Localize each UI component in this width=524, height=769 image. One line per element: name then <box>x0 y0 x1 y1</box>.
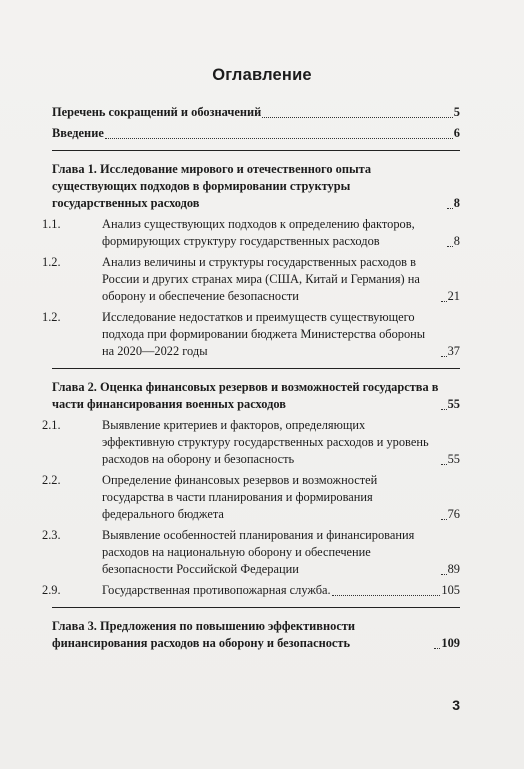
toc-page-number: 8 <box>453 196 460 210</box>
section-number: 2.1. <box>42 418 61 432</box>
toc-entry-text: Глава 1. Исследование мирового и отечественного опыта существующих подходов в формировании структуры государственных расходов <box>52 162 372 210</box>
page-number-footer: 3 <box>452 697 460 713</box>
section-number: 2.3. <box>42 528 61 542</box>
dot-leader <box>441 355 447 357</box>
toc-entry-text: Выявление особенностей планирования и финансирования расходов на национальную оборону и обеспечение безопасности Российской Федерации <box>102 528 415 576</box>
toc-page-number: 55 <box>447 452 460 466</box>
toc-page-number: 5 <box>453 105 460 119</box>
toc-entry-section-1-2b[interactable] <box>42 309 460 360</box>
toc-page-number: 105 <box>441 583 460 597</box>
dot-leader <box>447 245 453 247</box>
section-number: 1.1. <box>42 217 61 231</box>
dot-leader <box>332 594 441 596</box>
toc-entry-section-2-1[interactable] <box>42 417 460 468</box>
section-number: 2.9. <box>42 583 61 597</box>
dot-leader <box>105 137 453 139</box>
toc-page-number: 76 <box>447 507 460 521</box>
toc-entry-text: Государственная противопожарная служба. <box>102 583 331 597</box>
toc-entry-text: Перечень сокращений и обозначений <box>52 105 262 119</box>
section-number: 1.2. <box>42 310 61 324</box>
toc-entry-chapter-1[interactable] <box>52 161 460 212</box>
toc-page-number: 109 <box>441 636 460 650</box>
section-divider <box>52 368 460 369</box>
toc-entry-text: Анализ существующих подходов к определению факторов, формирующих структуру государственных расходов <box>102 217 415 248</box>
dot-leader <box>434 647 440 649</box>
toc-entry-introduction[interactable] <box>52 125 460 142</box>
dot-leader <box>441 408 447 410</box>
section-number: 1.2. <box>42 255 61 269</box>
toc-page-number: 6 <box>453 126 460 140</box>
toc-entry-chapter-2[interactable] <box>52 379 460 413</box>
toc-entry-text: Определение финансовых резервов и возможностей государства в части планирования и формирования федерального бюджета <box>102 473 378 521</box>
toc-entry-chapter-3[interactable] <box>52 618 460 652</box>
toc-entry-section-1-1[interactable] <box>42 216 460 250</box>
dot-leader <box>441 300 447 302</box>
toc-page-number: 89 <box>447 562 460 576</box>
toc-entry-section-2-9[interactable] <box>42 582 460 599</box>
dot-leader <box>262 116 453 118</box>
toc-page-number: 37 <box>447 344 460 358</box>
toc-entry-text: Исследование недостатков и преимуществ существующего подхода при формировании бюджета Министерства обороны на 2020—2022 годы <box>102 310 426 358</box>
toc-entry-section-2-2[interactable] <box>42 472 460 523</box>
section-number: 2.2. <box>42 473 61 487</box>
section-divider <box>52 607 460 608</box>
section-divider <box>52 150 460 151</box>
toc-entry-text: Введение <box>52 126 104 140</box>
dot-leader <box>441 573 447 575</box>
toc-entry-text: Глава 2. Оценка финансовых резервов и возможностей государства в части финансирования военных расходов <box>52 380 439 411</box>
toc-entry-section-1-2a[interactable] <box>42 254 460 305</box>
toc-entry-section-2-3[interactable] <box>42 527 460 578</box>
toc-entry-text: Глава 3. Предложения по повышению эффективности финансирования расходов на оборону и безопасность <box>52 619 356 650</box>
dot-leader <box>441 518 447 520</box>
toc-page-number: 21 <box>447 289 460 303</box>
toc-entry-abbreviations[interactable] <box>52 104 460 121</box>
toc-entry-text: Анализ величины и структуры государственных расходов в России и других странах мира (США, Китай и Германия) на оборону и обеспечение безопасности <box>102 255 420 303</box>
dot-leader <box>447 207 453 209</box>
toc-page-number: 8 <box>453 234 460 248</box>
toc-page-number: 55 <box>447 397 460 411</box>
table-of-contents <box>42 104 460 652</box>
page-title: Оглавление <box>212 66 312 84</box>
toc-entry-text: Выявление критериев и факторов, определяющих эффективную структуру государственных расходов и уровень расходов на оборону и безопасность <box>102 418 429 466</box>
dot-leader <box>441 463 447 465</box>
